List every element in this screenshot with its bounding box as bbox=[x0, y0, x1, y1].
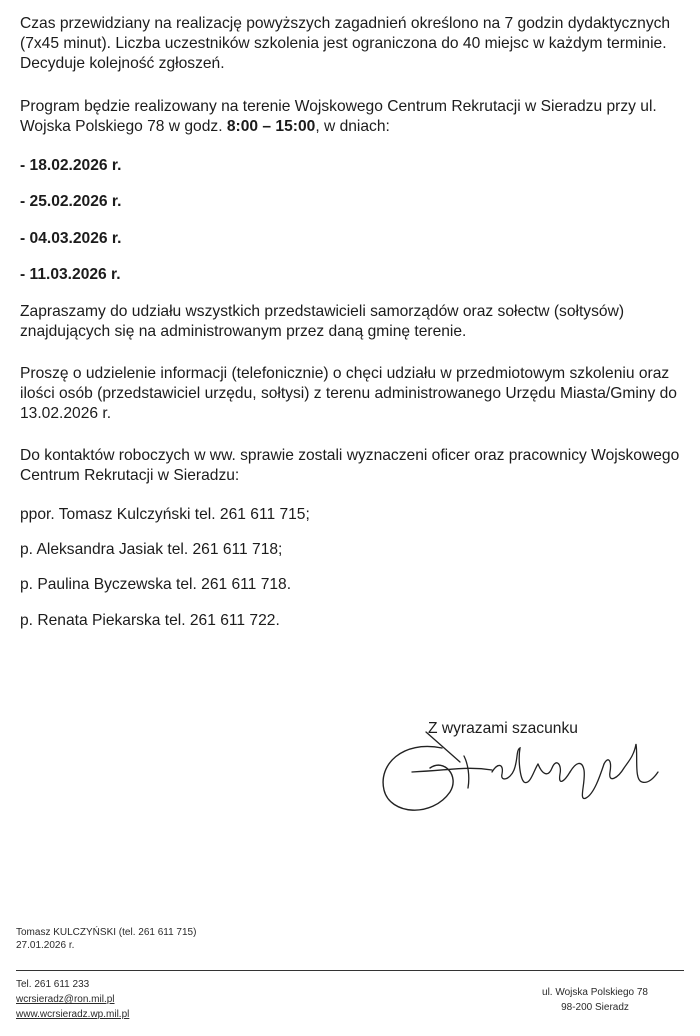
footer-city: 98-200 Sieradz bbox=[561, 1002, 629, 1013]
author-date: 27.01.2026 r. bbox=[16, 940, 75, 951]
paragraph-duration: Czas przewidziany na realizację powyższych zagadnień określono na 7 godzin dydaktycznych (7x45 minut). Liczba uczestników szkolenia jest ograniczona do 40 miejsc w każdym terminie. Decyduje kolejność zgłoszeń. bbox=[20, 15, 671, 72]
location-text: Program będzie realizowany na terenie Wojskowego Centrum Rekrutacji w Sieradzu przy ul. Wojska Polskiego 78 w godz. bbox=[20, 98, 657, 135]
author-block bbox=[16, 926, 196, 952]
footer-address bbox=[542, 985, 648, 1015]
date-item: - 04.03.2026 r. bbox=[20, 230, 122, 247]
contact-item: p. Paulina Byczewska tel. 261 611 718. bbox=[20, 576, 292, 593]
hours-text: 8:00 – 15:00 bbox=[226, 118, 316, 135]
handwritten-signature bbox=[372, 720, 672, 830]
date-item: - 25.02.2026 r. bbox=[20, 193, 122, 210]
date-item: - 11.03.2026 r. bbox=[20, 266, 121, 283]
location-text-end: , w dniach: bbox=[315, 118, 390, 135]
footer-contact bbox=[16, 977, 129, 1022]
contact-item: p. Aleksandra Jasiak tel. 261 611 718; bbox=[20, 541, 283, 558]
closing-phrase: Z wyrazami szacunku bbox=[428, 720, 578, 737]
paragraph-request: Proszę o udzielenie informacji (telefonicznie) o chęci udziału w przedmiotowym szkoleniu oraz ilości osób (przedstawiciel urzędu, sołtysi) z terenu administrowanego Urzędu Miasta/Gminy do 13.02.2026 r. bbox=[20, 365, 677, 422]
paragraph-invitation: Zapraszamy do udziału wszystkich przedstawicieli samorządów oraz sołectw (sołtysów) znajdujących się na administrowanym przez daną gminę terenie. bbox=[20, 303, 625, 340]
footer-email-link[interactable]: wcrsieradz@ron.mil.pl bbox=[16, 994, 115, 1005]
date-item: - 18.02.2026 r. bbox=[20, 157, 122, 174]
footer-phone: Tel. 261 611 233 bbox=[16, 979, 90, 990]
contact-item: ppor. Tomasz Kulczyński tel. 261 611 715; bbox=[20, 506, 310, 523]
footer-website-link[interactable]: www.wcrsieradz.wp.mil.pl bbox=[16, 1009, 130, 1020]
author-line: Tomasz KULCZYŃSKI (tel. 261 611 715) bbox=[16, 927, 197, 938]
footer-street: ul. Wojska Polskiego 78 bbox=[542, 987, 648, 998]
footer-divider bbox=[16, 970, 684, 971]
contact-item: p. Renata Piekarska tel. 261 611 722. bbox=[20, 612, 280, 629]
paragraph-location bbox=[20, 97, 682, 137]
paragraph-contacts-intro: Do kontaktów roboczych w ww. sprawie zostali wyznaczeni oficer oraz pracownicy Wojskowego Centrum Rekrutacji w Sieradzu: bbox=[20, 447, 680, 484]
